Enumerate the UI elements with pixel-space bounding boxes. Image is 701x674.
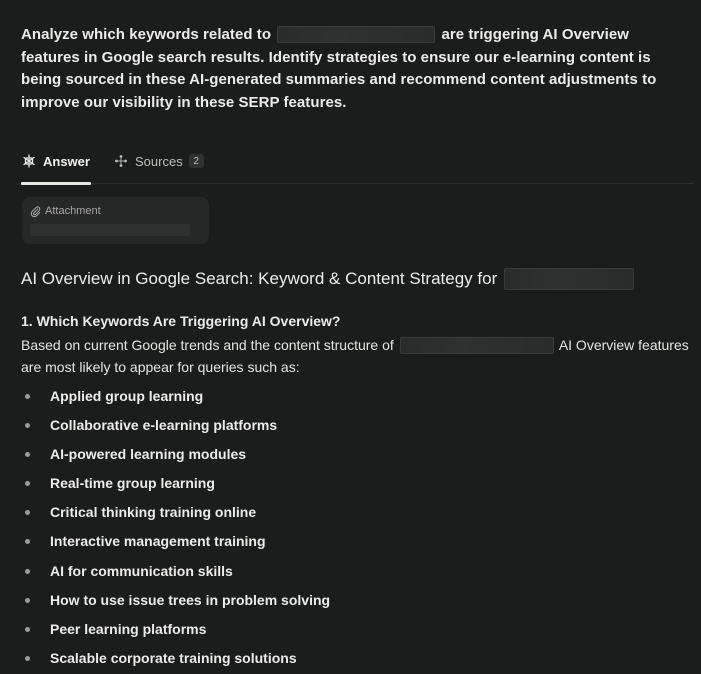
sources-count-badge: 2 [189,154,204,168]
keyword-text: Applied group learning [50,388,204,404]
keyword-text: Collaborative e-learning platforms [50,417,278,434]
active-tab-indicator [21,182,91,185]
bullet-icon [25,569,30,574]
result-tabs [21,144,694,184]
bullet-icon [25,394,30,399]
list-item [21,441,681,470]
list-item [21,528,681,557]
bullet-icon [25,481,30,486]
bullet-icon [25,627,30,632]
keyword-text: Real-time group learning [50,475,215,492]
tab-answer[interactable] [21,148,90,174]
list-item [21,412,681,441]
paperclip-icon [30,206,41,217]
bullet-icon [25,656,30,661]
intro-text-start: Based on current Google trends and the content structure of [21,337,394,353]
sources-icon [113,153,129,169]
list-item [21,499,681,528]
tab-sources-label: Sources [135,153,183,169]
section-title: 1. Which Keywords Are Triggering AI Overview? [21,313,341,329]
redacted-brand [277,26,435,43]
attachment-header [30,205,101,217]
bullet-icon [25,598,30,603]
tab-answer-label: Answer [43,153,90,169]
redacted-brand-heading [504,268,634,290]
list-item [21,558,681,587]
keyword-text: Interactive management training [50,533,266,550]
keyword-list [21,383,681,674]
list-item [21,616,681,645]
section-intro [21,334,691,378]
keyword-text: Scalable corporate training solutions [50,649,297,666]
query-text-start: Analyze which keywords related to [21,26,272,43]
keyword-text: AI-powered learning modules [50,446,247,463]
bullet-icon [25,423,30,428]
answer-heading [21,266,681,292]
redacted-brand-intro [400,337,554,354]
user-query [21,24,661,114]
keyword-text: Critical thinking training online [50,504,257,521]
keyword-text: AI for communication skills [50,562,233,579]
answer-heading-text: AI Overview in Google Search: Keyword & Content Strategy for [21,269,498,288]
keyword-text: How to use issue trees in problem solving [50,591,331,608]
bullet-icon [25,539,30,544]
answer-icon [21,153,37,169]
bullet-icon [25,452,30,457]
intro-text-end: AI Overview features are most likely to appear for queries such as: [21,337,689,375]
attachment-label: Attachment [45,205,101,217]
list-item [21,470,681,499]
list-item [21,587,681,616]
query-text-end: are triggering AI Overview features in Google search results. Identify strategies to ensure our e-learning content is being sourced in these AI-generated summaries and recommend content adjustments to improve our visibility in these SERP features. [21,26,657,111]
bullet-icon [25,510,30,515]
attachment-card[interactable] [22,197,209,244]
keyword-text: Peer learning platforms [50,620,207,637]
redacted-attachment-name [30,224,190,236]
list-item [21,645,681,674]
tab-sources[interactable] [113,148,204,174]
list-item [21,383,681,412]
